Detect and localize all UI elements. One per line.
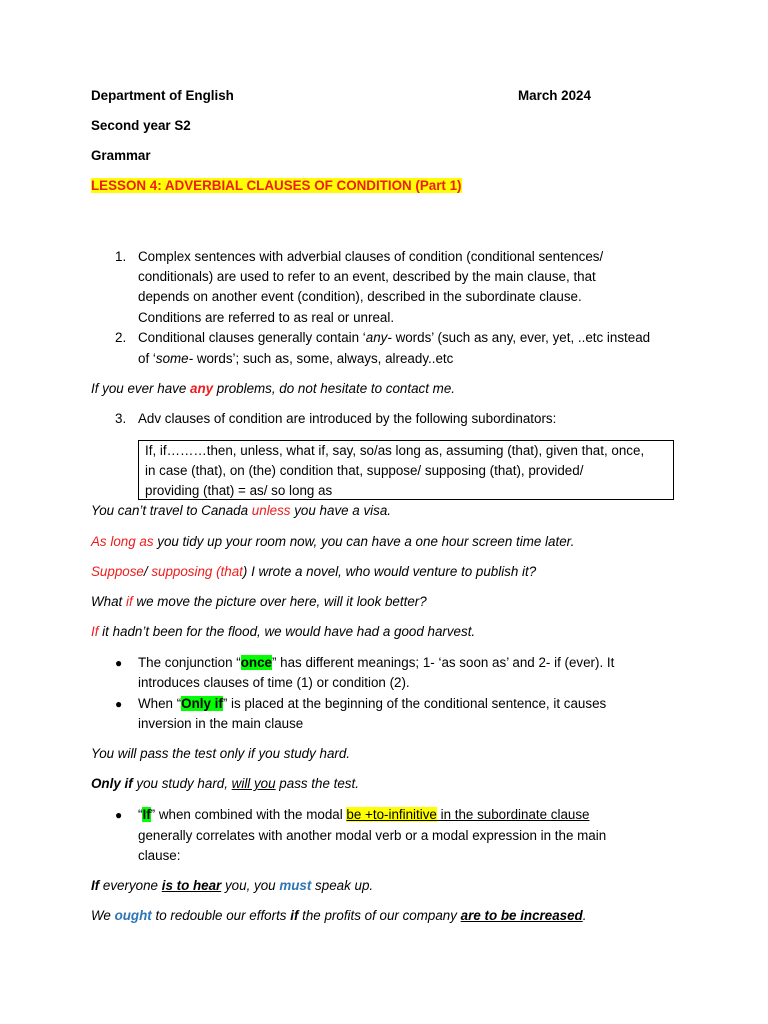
example-modal-1-d: you, you <box>221 878 280 893</box>
example-any-b: any <box>190 381 214 396</box>
example-only-if-2-c: will you <box>231 776 276 791</box>
bullet-if-be-line-3: clause: <box>138 848 181 863</box>
point-1-line-2: conditionals) are used to refer to an event, described by the main clause, that <box>138 269 596 284</box>
example-unless-b: unless <box>251 503 291 518</box>
example-suppose-a: Suppose <box>91 564 144 579</box>
point-2-number: 2. <box>115 330 127 345</box>
example-suppose <box>91 562 536 582</box>
example-if-flood-a: If <box>91 624 99 639</box>
example-unless-c: you have a visa. <box>290 503 392 518</box>
example-what-if-c: we move the picture over here, will it look better? <box>132 594 427 609</box>
bullet-dot: ● <box>115 808 123 822</box>
point-1-line-3: depends on another event (condition), described in the subordinate clause. <box>138 289 582 304</box>
bullet-only-if-line-2: inversion in the main clause <box>138 716 304 731</box>
bullet-if-be-l1-d: be +to-infinitive <box>346 807 437 822</box>
point-1-line-4: Conditions are referred to as real or unreal. <box>138 310 395 325</box>
example-what-if-a: What <box>91 594 126 609</box>
example-if-flood <box>91 622 475 642</box>
point-2-line-2 <box>138 349 453 370</box>
point-2-line-1 <box>138 328 650 349</box>
example-suppose-c: supposing (that <box>151 564 243 579</box>
example-unless <box>91 501 391 521</box>
bullet-if-be-line-1 <box>138 805 589 826</box>
bullet-if-be-l1-e: in the subordinate clause <box>436 807 590 822</box>
example-what-if <box>91 592 427 612</box>
bullet-if-be-l1-c: ” when combined with the modal <box>150 807 347 822</box>
example-modal-1-f: speak up. <box>311 878 374 893</box>
point-1-number: 1. <box>115 249 127 264</box>
example-only-if-2-a: Only if <box>91 776 133 791</box>
bullet-if-be-line-2: generally correlates with another modal verb or a modal expression in the main <box>138 828 607 843</box>
example-only-if-2 <box>91 774 359 794</box>
example-modal-2 <box>91 906 586 926</box>
example-modal-2-d: if <box>290 908 299 923</box>
bullet-only-if-l1-c: ” is placed at the beginning of the conditional sentence, it causes <box>222 696 607 711</box>
point-3-text: Adv clauses of condition are introduced by the following subordinators: <box>138 411 557 426</box>
bullet-only-if-l1-a: When “ <box>138 696 182 711</box>
example-as-long-as-b: you tidy up your room now, you can have a one hour screen time later. <box>153 534 575 549</box>
example-only-if-2-b: you study hard, <box>132 776 232 791</box>
bullet-only-if-l1-b: Only if <box>181 696 223 711</box>
bullet-once-l1-b: once <box>240 655 272 670</box>
point-2-l1-c: words’ (such as any, ever, yet, ..etc instead <box>391 330 651 345</box>
example-any <box>91 379 455 399</box>
point-1-line-1: Complex sentences with adverbial clauses of condition (conditional sentences/ <box>138 249 604 264</box>
example-unless-a: You can’t travel to Canada <box>91 503 252 518</box>
example-any-c: problems, do not hesitate to contact me. <box>213 381 455 396</box>
example-modal-2-g: . <box>582 908 587 923</box>
bullet-once-l1-c: ” has different meanings; 1- ‘as soon as’ and 2- if (ever). It <box>271 655 615 670</box>
date-label: March 2024 <box>518 88 591 103</box>
example-as-long-as-a: As long as <box>91 534 154 549</box>
subordinators-box <box>138 440 674 500</box>
department-label: Department of English <box>91 88 234 103</box>
subordinators-line-3: providing (that) = as/ so long as <box>145 483 333 498</box>
example-modal-2-f: are to be increased <box>460 908 583 923</box>
example-modal-2-b: ought <box>114 908 152 923</box>
bullet-once-line-1 <box>138 653 614 674</box>
bullet-if-be-l1-a: “ <box>138 807 143 822</box>
subordinators-line-1: If, if………then, unless, what if, say, so/as long as, assuming (that), given that, once, <box>145 443 645 458</box>
bullet-once-line-2: introduces clauses of time (1) or condition (2). <box>138 675 410 690</box>
example-suppose-d: ) I wrote a novel, who would venture to publish it? <box>242 564 537 579</box>
bullet-once-l1-a: The conjunction “ <box>138 655 241 670</box>
bullet-dot: ● <box>115 656 123 670</box>
example-modal-2-e: the profits of our company <box>298 908 461 923</box>
example-modal-1-e: must <box>279 878 312 893</box>
example-modal-1-b: everyone <box>99 878 162 893</box>
bullet-if-be-l1-b: If <box>142 807 151 822</box>
example-only-if-1: You will pass the test only if you study hard. <box>91 746 351 761</box>
point-2-l2-a: of ‘ <box>138 351 156 366</box>
year-label: Second year S2 <box>91 118 191 133</box>
point-3-number: 3. <box>115 411 127 426</box>
lesson-title-text: LESSON 4: ADVERBIAL CLAUSES OF CONDITION (Part 1) <box>91 178 462 193</box>
example-modal-1-c: is to hear <box>161 878 222 893</box>
example-modal-2-c: to redouble our efforts <box>151 908 291 923</box>
example-modal-1 <box>91 876 373 896</box>
example-any-a: If you ever have <box>91 381 190 396</box>
subordinators-line-2: in case (that), on (the) condition that, suppose/ supposing (that), provided/ <box>145 463 584 478</box>
subject-label: Grammar <box>91 148 151 163</box>
point-2-l2-b: some- <box>155 351 194 366</box>
bullet-only-if-line-1 <box>138 694 606 715</box>
example-only-if-2-d: pass the test. <box>275 776 359 791</box>
bullet-dot: ● <box>115 697 123 711</box>
example-suppose-b: / <box>143 564 152 579</box>
point-2-l2-c: words’; such as, some, always, already..etc <box>193 351 454 366</box>
point-2-l1-a: Conditional clauses generally contain ‘ <box>138 330 366 345</box>
example-what-if-b: if <box>125 594 133 609</box>
example-modal-2-a: We <box>91 908 115 923</box>
example-if-flood-b: it hadn’t been for the flood, we would have had a good harvest. <box>98 624 476 639</box>
point-2-l1-b: any- <box>365 330 392 345</box>
lesson-title <box>91 176 462 196</box>
example-as-long-as <box>91 532 574 552</box>
example-modal-1-a: If <box>91 878 100 893</box>
